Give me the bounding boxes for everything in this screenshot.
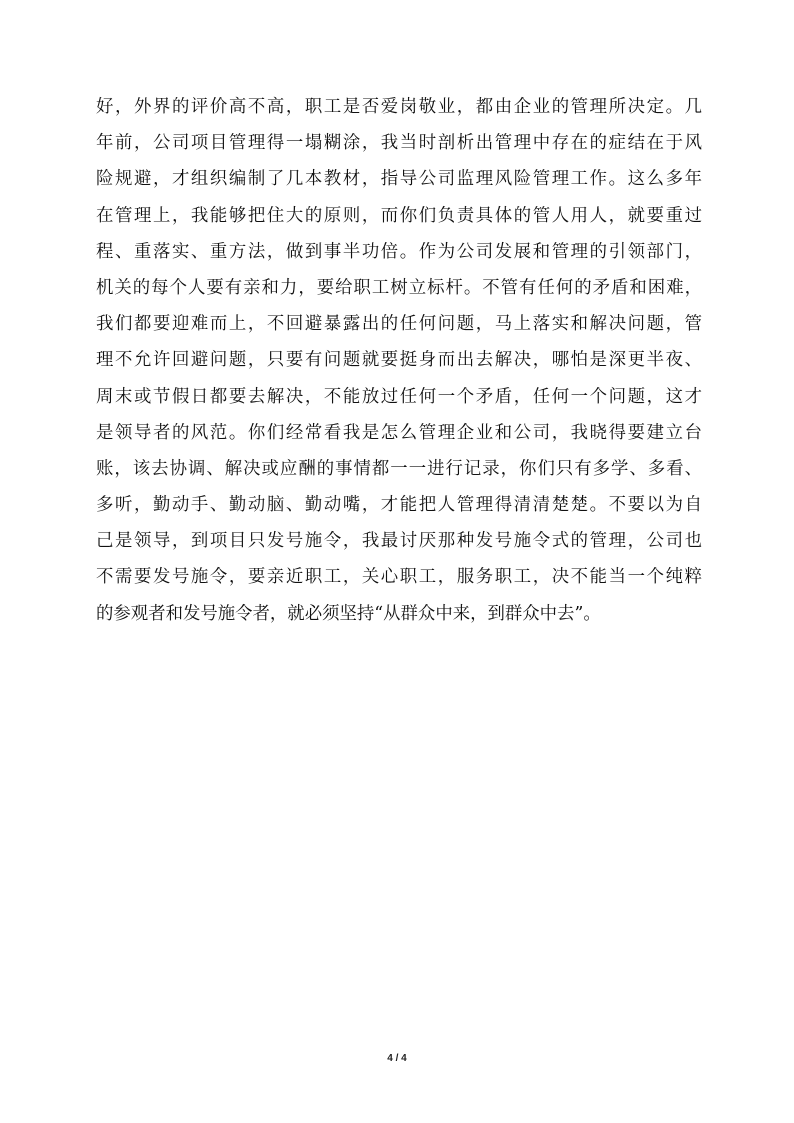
paragraph-line: 机关的每个人要有亲和力，要给职工树立标杆。不管有任何的矛盾和困难， xyxy=(96,277,702,298)
paragraph-line: 周末或节假日都要去解决，不能放过任何一个矛盾，任何一个问题，这才 xyxy=(96,386,702,407)
paragraph-line: 好，外界的评价高不高，职工是否爱岗敬业，都由企业的管理所决定。几 xyxy=(96,97,702,117)
paragraph-line: 己是领导，到项目只发号施令，我最讨厌那种发号施令式的管理，公司也 xyxy=(96,531,702,552)
paragraph-line: 不需要发号施令，要亲近职工，关心职工，服务职工，决不能当一个纯粹 xyxy=(96,567,702,588)
paragraph-line-last: 的参观者和发号施令者，就必须坚持“从群众中来，到群众中去”。 xyxy=(96,603,601,624)
paragraph-line: 程、重落实、重方法，做到事半功倍。作为公司发展和管理的引领部门， xyxy=(96,241,702,262)
paragraph-line: 账，该去协调、解决或应酬的事情都一一进行记录，你们只有多学、多看、 xyxy=(96,458,702,479)
paragraph-line: 我们都要迎难而上，不回避暴露出的任何问题，马上落实和解决问题，管 xyxy=(96,314,702,335)
paragraph-line: 理不允许回避问题，只要有问题就要挺身而出去解决，哪怕是深更半夜、 xyxy=(96,350,702,371)
paragraph-line: 在管理上，我能够把住大的原则，而你们负责具体的管人用人，就要重过 xyxy=(96,205,702,226)
paragraph-line: 年前，公司项目管理得一塌糊涂，我当时剖析出管理中存在的症结在于风 xyxy=(96,133,702,154)
body-paragraph xyxy=(96,89,702,632)
paragraph-line: 多听，勤动手、勤动脑、勤动嘴，才能把人管理得清清楚楚。不要以为自 xyxy=(96,495,702,516)
paragraph-line: 是领导者的风范。你们经常看我是怎么管理企业和公司，我晓得要建立台 xyxy=(96,422,702,443)
paragraph-line: 险规避，才组织编制了几本教材，指导公司监理风险管理工作。这么多年 xyxy=(96,169,702,190)
page-number: 4 / 4 xyxy=(387,1053,407,1064)
